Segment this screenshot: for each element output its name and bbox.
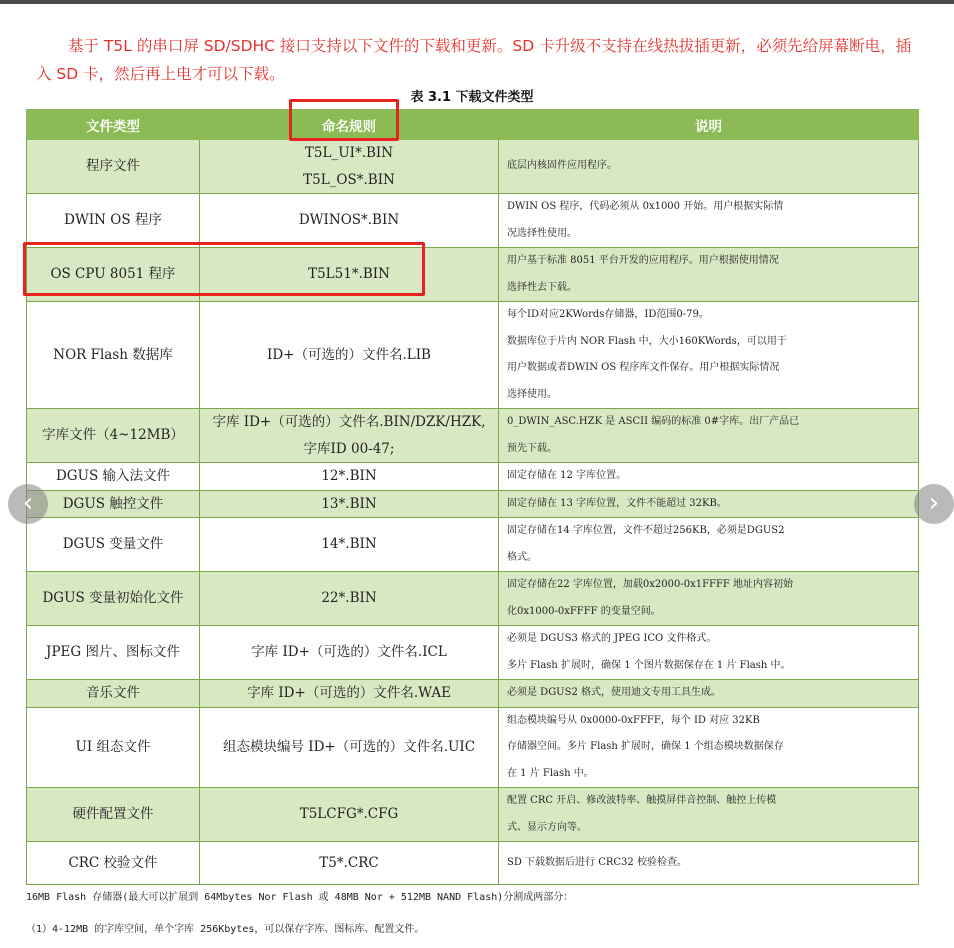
cell-file-type: CRC 校验文件 xyxy=(27,842,200,885)
description-line: 配置 CRC 开启、修改波特率、触摸屏伴音控制、触控上传模 xyxy=(507,795,777,806)
cell-file-type: 硬件配置文件 xyxy=(27,788,200,842)
cell-description xyxy=(499,680,919,708)
description-line: 用户基于标准 8051 平台开发的应用程序。用户根据使用情况 xyxy=(507,255,779,266)
description-line: 每个ID对应2KWords存储器，ID范围0-79。 xyxy=(507,309,709,320)
naming-rule-line: T5L_OS*.BIN xyxy=(303,171,395,188)
description-line: 数据库位于片内 NOR Flash 中，大小160KWords，可以用于 xyxy=(507,335,787,347)
description-line: 必须是 DGUS3 格式的 JPEG ICO 文件格式。 xyxy=(507,633,717,644)
cell-naming-rule xyxy=(200,463,499,491)
table-header-row xyxy=(27,110,919,140)
description-line: 预先下载。 xyxy=(507,442,557,454)
table-row xyxy=(27,490,919,518)
cell-description xyxy=(499,140,919,194)
table-row xyxy=(27,248,919,302)
table-caption: 表 3.1 下载文件类型 xyxy=(410,90,534,105)
cell-naming-rule xyxy=(200,626,499,680)
cell-naming-rule xyxy=(200,842,499,885)
cell-file-type: DWIN OS 程序 xyxy=(27,194,200,248)
cell-description xyxy=(499,788,919,842)
naming-rule-line: 22*.BIN xyxy=(321,590,377,607)
cell-naming-rule xyxy=(200,140,499,194)
table-row xyxy=(27,302,919,409)
description-line: SD 下载数据后进行 CRC32 校验检查。 xyxy=(507,856,687,868)
cell-file-type: JPEG 图片、图标文件 xyxy=(27,626,200,680)
naming-rule-line: 12*.BIN xyxy=(321,468,377,484)
footer-line-1: 16MB Flash 存储器(最大可以扩展到 64Mbytes Nor Flash 或 48MB Nor + 512MB NAND Flash)分割成两部分： xyxy=(26,892,574,903)
naming-rule-line: T5*.CRC xyxy=(319,854,379,871)
naming-rule-line: T5L51*.BIN xyxy=(308,266,390,283)
description-line: 固定存储在22 字库位置，加载0x2000-0x1FFFF 地址内容初始 xyxy=(507,579,794,590)
naming-rule-line: 字库 ID+（可选的）文件名.BIN/DZK/HZK, xyxy=(212,414,486,430)
naming-rule-line: 字库ID 00-47; xyxy=(303,440,395,457)
cell-file-type: 程序文件 xyxy=(27,140,200,194)
description-line: 组态模块编号从 0x0000-0xFFFF，每个 ID 对应 32KB xyxy=(507,714,760,726)
download-file-types-table xyxy=(26,109,919,885)
naming-rule-line: 14*.BIN xyxy=(321,536,377,553)
description-line: 存储器空间。多片 Flash 扩展时，确保 1 个组态模块数据保存 xyxy=(507,741,784,752)
cell-description xyxy=(499,626,919,680)
cell-description xyxy=(499,248,919,302)
cell-naming-rule xyxy=(200,194,499,248)
cell-description xyxy=(499,409,919,463)
description-line: 固定存储在 13 字库位置，文件不能超过 32KB。 xyxy=(507,497,727,509)
table-row xyxy=(27,680,919,708)
cell-naming-rule xyxy=(200,302,499,409)
cell-naming-rule xyxy=(200,248,499,302)
table-row xyxy=(27,572,919,626)
cell-file-type: OS CPU 8051 程序 xyxy=(27,248,200,302)
description-line: 化0x1000-0xFFFF 的变量空间。 xyxy=(507,605,661,617)
next-page-button[interactable] xyxy=(914,484,954,524)
naming-rule-line: 字库 ID+（可选的）文件名.WAE xyxy=(247,685,451,701)
cell-file-type: UI 组态文件 xyxy=(27,707,200,788)
description-line: 底层内核固件应用程序。 xyxy=(507,160,617,172)
table-row xyxy=(27,463,919,491)
cell-description xyxy=(499,302,919,409)
description-line: 固定存储在 12 字库位置。 xyxy=(507,470,627,481)
naming-rule-line: T5L_UI*.BIN xyxy=(304,145,394,161)
description-line: 选择使用。 xyxy=(507,388,557,400)
cell-naming-rule xyxy=(200,518,499,572)
cell-description xyxy=(499,194,919,248)
header-naming-rule: 命名规则 xyxy=(200,110,499,140)
description-line: 式、显示方向等。 xyxy=(507,821,587,833)
naming-rule-line: 字库 ID+（可选的）文件名.ICL xyxy=(251,644,447,661)
table-row xyxy=(27,409,919,463)
naming-rule-line: ID+（可选的）文件名.LIB xyxy=(267,346,431,363)
cell-description xyxy=(499,842,919,885)
naming-rule-line: 13*.BIN xyxy=(321,495,377,512)
description-line: 0_DWIN_ASC.HZK 是 ASCII 编码的标准 0#字库。出厂产品已 xyxy=(507,416,800,427)
cell-naming-rule xyxy=(200,707,499,788)
header-description: 说明 xyxy=(499,110,919,140)
naming-rule-line: DWINOS*.BIN xyxy=(298,212,400,229)
cell-file-type: DGUS 变量初始化文件 xyxy=(27,572,200,626)
header-file-type: 文件类型 xyxy=(27,110,200,140)
table-row xyxy=(27,194,919,248)
footer-line-2: （1）4-12MB 的字库空间，单个字库 256Kbytes，可以保存字库、图标库、配置文件。 xyxy=(26,924,425,935)
top-bar xyxy=(0,0,954,4)
naming-rule-line: T5LCFG*.CFG xyxy=(299,806,399,823)
cell-naming-rule xyxy=(200,572,499,626)
description-line: 用户数据或者DWIN OS 程序库文件保存。用户根据实际情况 xyxy=(507,362,780,373)
naming-rule-line: 组态模块编号 ID+（可选的）文件名.UIC xyxy=(222,739,476,755)
chevron-left-icon: ‹ xyxy=(22,488,34,518)
cell-naming-rule xyxy=(200,680,499,708)
cell-file-type: DGUS 变量文件 xyxy=(27,518,200,572)
table-row xyxy=(27,626,919,680)
cell-file-type: DGUS 输入法文件 xyxy=(27,463,200,491)
cell-file-type: NOR Flash 数据库 xyxy=(27,302,200,409)
table-row xyxy=(27,140,919,194)
cell-description xyxy=(499,707,919,788)
cell-naming-rule xyxy=(200,788,499,842)
cell-description xyxy=(499,572,919,626)
cell-file-type: 字库文件（4~12MB） xyxy=(27,409,200,463)
cell-naming-rule xyxy=(200,490,499,518)
description-line: 格式。 xyxy=(507,551,537,563)
description-line: DWIN OS 程序，代码必须从 0x1000 开始。用户根据实际情 xyxy=(507,201,784,212)
description-line: 在 1 片 Flash 中。 xyxy=(507,767,594,779)
table-row xyxy=(27,788,919,842)
intro-paragraph: 基于 T5L 的串口屏 SD/SDHC 接口支持以下文件的下载和更新。SD 卡升级不支持在线热拔插更新，必须先给屏幕断电，插入 SD 卡，然后再上电才可以下载。 xyxy=(36,37,912,83)
description-line: 况选择性使用。 xyxy=(507,227,577,239)
table-row xyxy=(27,518,919,572)
table-row xyxy=(27,842,919,885)
cell-file-type: DGUS 触控文件 xyxy=(27,490,200,518)
cell-description xyxy=(499,518,919,572)
description-line: 多片 Flash 扩展时，确保 1 个图片数据保存在 1 片 Flash 中。 xyxy=(507,659,791,671)
cell-description xyxy=(499,490,919,518)
cell-naming-rule xyxy=(200,409,499,463)
description-line: 选择性去下载。 xyxy=(507,281,577,293)
table-row xyxy=(27,707,919,788)
description-line: 必须是 DGUS2 格式，使用迪文专用工具生成。 xyxy=(507,687,722,698)
chevron-right-icon: › xyxy=(928,488,940,518)
cell-description xyxy=(499,463,919,491)
description-line: 固定存储在14 字库位置，文件不超过256KB，必须是DGUS2 xyxy=(507,525,785,536)
prev-page-button[interactable] xyxy=(8,484,48,524)
cell-file-type: 音乐文件 xyxy=(27,680,200,708)
